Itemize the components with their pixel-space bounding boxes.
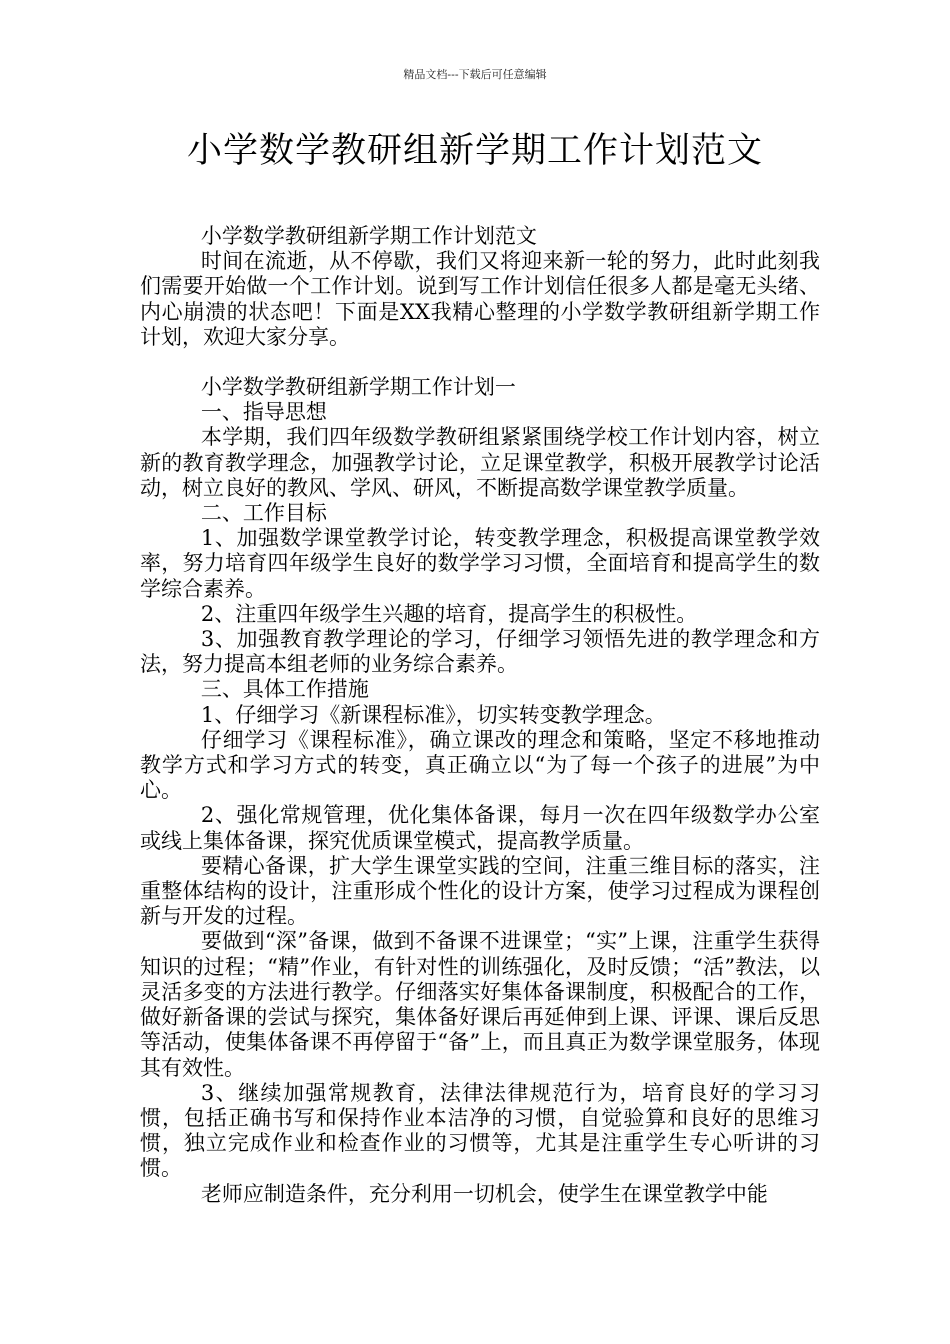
paragraph-measure-2-detail-a: 要精心备课，扩大学生课堂实践的空间，注重三维目标的落实，注重整体结构的设计，注重形成个性化的设计方案，使学习过程成为课程创新与开发的过程。 (140, 853, 820, 929)
paragraph-measure-3: 3、继续加强常规教育，法律法律规范行为，培育良好的学习习惯，包括正确书写和保持作业本洁净的习惯，自觉验算和良好的思维习惯，独立完成作业和检查作业的习惯等，尤其是注重学生专心听讲的习惯。 (140, 1080, 820, 1181)
paragraph-subtitle: 小学数学教研组新学期工作计划范文 (200, 224, 537, 248)
section-heading-measures: 三、具体工作措施 (200, 677, 369, 702)
paragraph-measure-2: 2、强化常规管理，优化集体备课，每月一次在四年级数学办公室或线上集体备课，探究优质课堂模式，提高教学质量。 (140, 803, 820, 853)
paragraph-goal-2: 2、注重四年级学生兴趣的培育，提高学生的积极性。 (200, 601, 698, 626)
section-heading-work-goals: 二、工作目标 (200, 501, 327, 526)
section-heading-guiding-thought: 一、指导思想 (200, 400, 327, 425)
document-body (140, 224, 820, 1207)
paragraph-gap (140, 350, 820, 375)
paragraph-goal-3: 3、加强教育教学理论的学习，仔细学习领悟先进的教学理念和方法，努力提高本组老师的业务综合素养。 (140, 627, 820, 677)
section-heading-plan-one: 小学数学教研组新学期工作计划一 (200, 375, 516, 400)
document-title: 小学数学教研组新学期工作计划范文 (186, 131, 763, 171)
paragraph-guiding-thought: 本学期，我们四年级数学教研组紧紧围绕学校工作计划内容，树立新的教育教学理念，加强教学讨论，立足课堂教学，积极开展教学讨论活动，树立良好的教风、学风、研风，不断提高数学课堂教学质量。 (140, 425, 820, 500)
paragraph-goal-1: 1、加强数学课堂教学讨论，转变教学理念，积极提高课堂教学效率，努力培育四年级学生良好的数学学习习惯，全面培育和提高学生的数学综合素养。 (140, 526, 820, 601)
header-note: 精品文档---下载后可任意编辑 (403, 68, 547, 81)
paragraph-measure-1: 1、仔细学习《新课程标准》，切实转变教学理念。 (200, 702, 666, 727)
paragraph-measure-1-detail: 仔细学习《课程标准》，确立课改的理念和策略，坚定不移地推动教学方式和学习方式的转变，真正确立以“为了每一个孩子的进展”为中心。 (140, 727, 820, 803)
paragraph-measure-3-detail: 老师应制造条件，充分利用一切机会，使学生在课堂教学中能 (200, 1181, 768, 1206)
paragraph-intro: 时间在流逝，从不停歇，我们又将迎来新一轮的努力，此时此刻我们需要开始做一个工作计划。说到写工作计划信任很多人都是毫无头绪、内心崩溃的状态吧！下面是XX我精心整理的小学数学教研组新学期工作计划，欢迎大家分享。 (140, 249, 820, 349)
paragraph-measure-2-detail-b: 要做到“深”备课，做到不备课不进课堂；“实”上课，注重学生获得知识的过程；“精”作业，有针对性的训练强化，及时反馈；“活”教法，以灵活多变的方法进行教学。仔细落实好集体备课制度，积极配合的工作，做好新备课的尝试与探究，集体备好课后再延伸到上课、评课、课后反思等活动，使集体备课不再停留于“备”上，而且真正为数学课堂服务，体现其有效性。 (140, 929, 820, 1080)
